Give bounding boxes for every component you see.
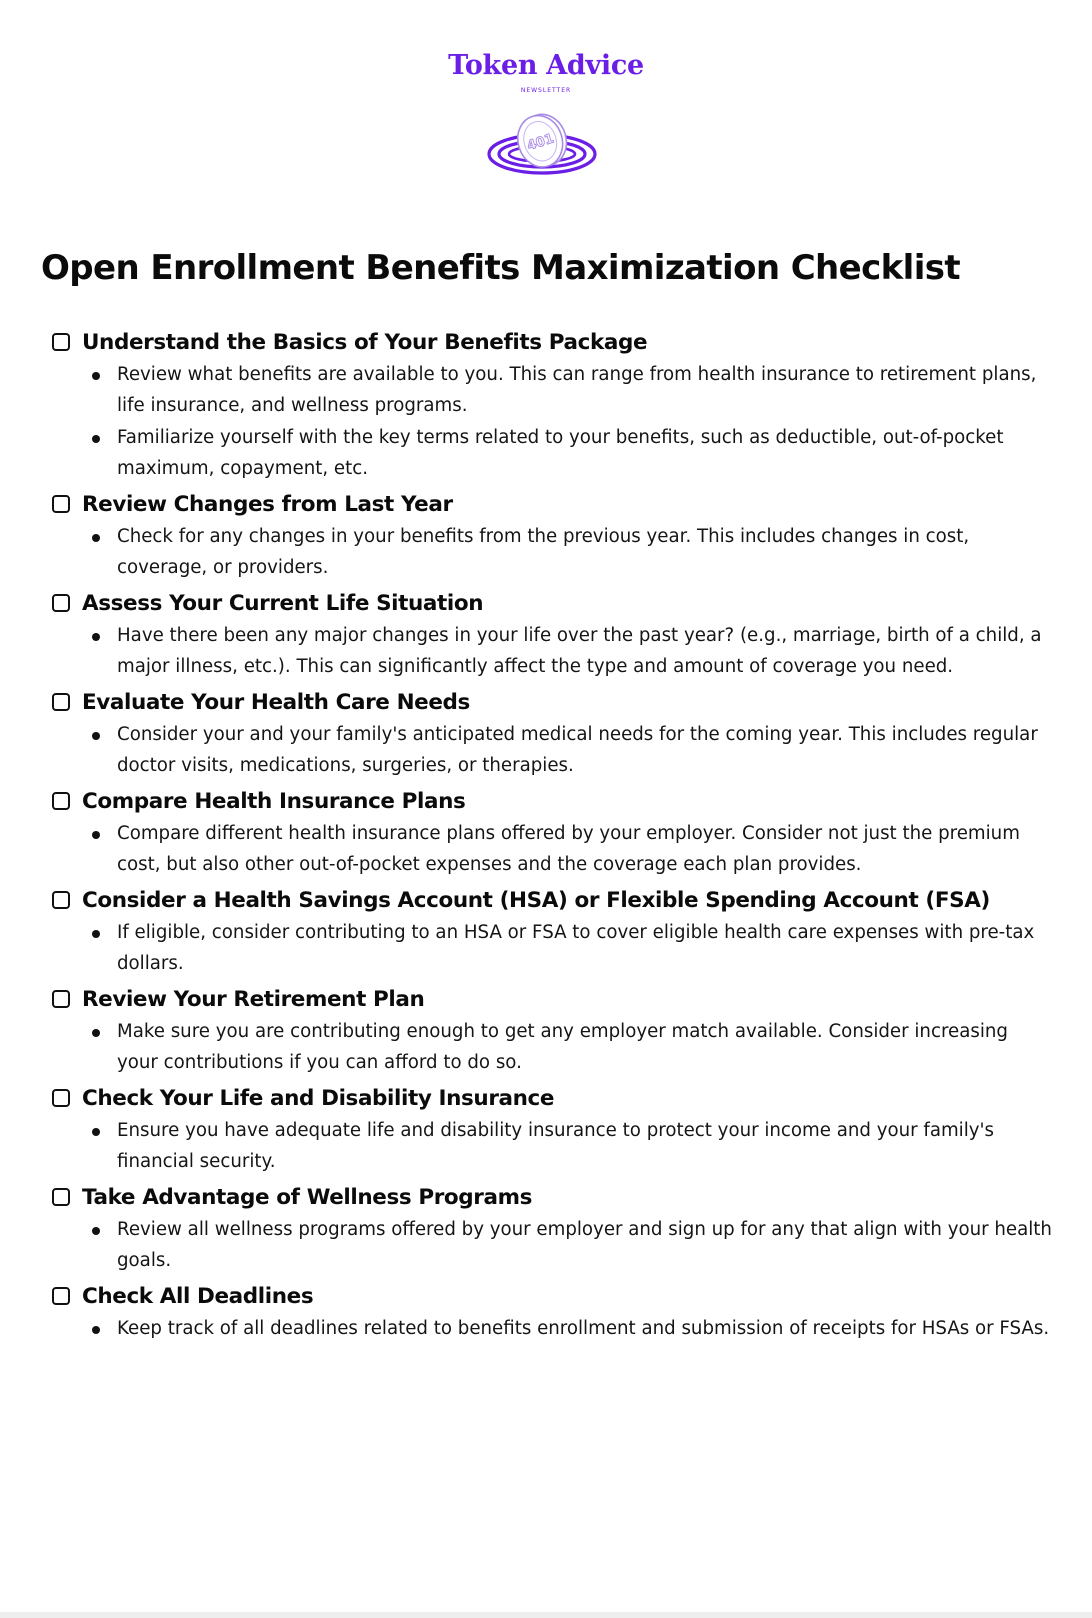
bullet-list	[52, 359, 1052, 484]
checklist-item-header	[52, 685, 1052, 719]
checkbox[interactable]	[52, 693, 70, 711]
bullet-text: Consider your and your family's anticipated medical needs for the coming year. This includes regular doctor visits, medications, surgeries, or therapies.	[92, 719, 1052, 781]
checklist-item-title: Take Advantage of Wellness Programs	[82, 1184, 532, 1210]
checklist-item-title: Consider a Health Savings Account (HSA) or Flexible Spending Account (FSA)	[82, 887, 990, 913]
bullet-list	[52, 818, 1052, 880]
checklist-item	[52, 982, 1052, 1078]
checklist	[52, 325, 1052, 1347]
checklist-item-header	[52, 1279, 1052, 1313]
checklist-item-header	[52, 1081, 1052, 1115]
bullet-text: Keep track of all deadlines related to benefits enrollment and submission of receipts for HSAs or FSAs.	[92, 1313, 1052, 1344]
checklist-item	[52, 1279, 1052, 1344]
brand-subtitle: NEWSLETTER	[520, 87, 572, 94]
checklist-item	[52, 487, 1052, 583]
checklist-item	[52, 325, 1052, 484]
bullet-list	[52, 521, 1052, 583]
bullet-text: Compare different health insurance plans offered by your employer. Consider not just the premium cost, but also other out-of-pocket expenses and the coverage each plan provides.	[92, 818, 1052, 880]
bullet-text: Familiarize yourself with the key terms related to your benefits, such as deductible, out-of-pocket maximum, copayment, etc.	[92, 422, 1052, 484]
checklist-item-title: Assess Your Current Life Situation	[82, 590, 484, 616]
bullet-text: Ensure you have adequate life and disability insurance to protect your income and your family's financial security.	[92, 1115, 1052, 1177]
bullet-list	[52, 620, 1052, 682]
page-bottom-edge	[0, 1612, 1092, 1618]
checklist-item-title: Review Changes from Last Year	[82, 491, 453, 517]
checklist-item-header	[52, 487, 1052, 521]
coin-track-icon	[486, 110, 598, 180]
checkbox[interactable]	[52, 495, 70, 513]
checkbox[interactable]	[52, 990, 70, 1008]
checklist-item-header	[52, 784, 1052, 818]
bullet-text: Review what benefits are available to you. This can range from health insurance to retirement plans, life insurance, and wellness programs.	[92, 359, 1052, 421]
checklist-item	[52, 685, 1052, 781]
checklist-item-header	[52, 1180, 1052, 1214]
bullet-text: Check for any changes in your benefits from the previous year. This includes changes in cost, coverage, or providers.	[92, 521, 1052, 583]
checkbox[interactable]	[52, 594, 70, 612]
checkbox[interactable]	[52, 1089, 70, 1107]
checklist-item	[52, 1180, 1052, 1276]
checkbox[interactable]	[52, 1287, 70, 1305]
checkbox[interactable]	[52, 792, 70, 810]
bullet-list	[52, 1313, 1052, 1344]
brand-name: Token Advice	[448, 50, 644, 81]
checklist-item	[52, 784, 1052, 880]
checklist-item-title: Compare Health Insurance Plans	[82, 788, 466, 814]
bullet-list	[52, 1016, 1052, 1078]
checklist-item-header	[52, 586, 1052, 620]
bullet-text: If eligible, consider contributing to an HSA or FSA to cover eligible health care expenses with pre-tax dollars.	[92, 917, 1052, 979]
bullet-text: Have there been any major changes in your life over the past year? (e.g., marriage, birth of a child, a major illness, etc.). This can significantly affect the type and amount of coverage you need.	[92, 620, 1052, 682]
checklist-item-title: Evaluate Your Health Care Needs	[82, 689, 470, 715]
checklist-item-header	[52, 883, 1052, 917]
checklist-item	[52, 586, 1052, 682]
checklist-item-title: Check All Deadlines	[82, 1283, 314, 1309]
checklist-item-title: Understand the Basics of Your Benefits Package	[82, 329, 648, 355]
checklist-item-header	[52, 325, 1052, 359]
checklist-item-title: Review Your Retirement Plan	[82, 986, 425, 1012]
coin-label: 401	[525, 131, 556, 154]
bullet-list	[52, 719, 1052, 781]
checkbox[interactable]	[52, 891, 70, 909]
bullet-text: Make sure you are contributing enough to get any employer match available. Consider increasing your contributions if you can afford to do so.	[92, 1016, 1052, 1078]
bullet-list	[52, 1115, 1052, 1177]
page-title: Open Enrollment Benefits Maximization Checklist	[41, 248, 961, 288]
bullet-list	[52, 917, 1052, 979]
checkbox[interactable]	[52, 1188, 70, 1206]
checklist-item-title: Check Your Life and Disability Insurance	[82, 1085, 555, 1111]
checkbox[interactable]	[52, 333, 70, 351]
checklist-item-header	[52, 982, 1052, 1016]
checklist-item	[52, 1081, 1052, 1177]
checklist-item	[52, 883, 1052, 979]
bullet-list	[52, 1214, 1052, 1276]
bullet-text: Review all wellness programs offered by your employer and sign up for any that align with your health goals.	[92, 1214, 1052, 1276]
brand-header	[0, 50, 1092, 94]
